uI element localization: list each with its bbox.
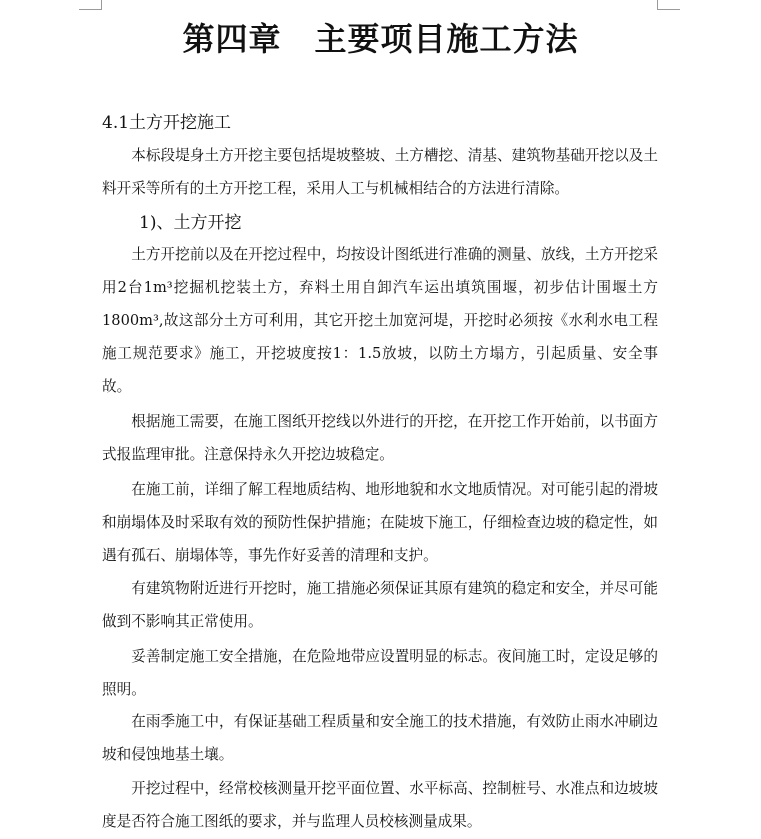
paragraph-rainy-season: 在雨季施工中，有保证基础工程质量和安全施工的技术措施，有效防止雨水冲刷边坡和侵蚀地基土壤。 xyxy=(102,713,658,763)
section-heading: 4.1土方开挖施工 xyxy=(102,113,232,133)
paragraph-excavation-method: 土方开挖前以及在开挖过程中，均按设计图纸进行准确的测量、放线，土方开挖采用2台1m³挖掘机挖装土方，弃料土用自卸汽车运出填筑围堰，初步估计围堰土方1800m³,故这部分土方可利用，其它开挖土加宽河堤，开挖时必须按《水利水电工程施工规范要求》施工，开挖坡度按1：1.5放坡，以防土方塌方，引起质量、安全事故。 xyxy=(102,246,658,395)
paragraph-nearby-buildings: 有建筑物附近进行开挖时，施工措施必须保证其原有建筑的稳定和安全，并尽可能做到不影响其正常使用。 xyxy=(102,580,658,630)
paragraph-survey-check: 开挖过程中，经常校核测量开挖平面位置、水平标高、控制桩号、水准点和边坡坡度是否符合施工图纸的要求，并与监理人员校核测量成果。 xyxy=(102,780,658,830)
crop-mark-left xyxy=(101,0,102,10)
sub-heading-excavation: 1)、土方开挖 xyxy=(139,213,242,233)
paragraph-scope: 本标段堤身土方开挖主要包括堤坡整坡、土方槽挖、清基、建筑物基础开挖以及土料开采等所有的土方开挖工程，采用人工与机械相结合的方法进行清除。 xyxy=(102,147,658,197)
paragraph-geology: 在施工前，详细了解工程地质结构、地形地貌和水文地质情况。对可能引起的滑坡和崩塌体及时采取有效的预防性保护措施；在陡坡下施工，仔细检查边坡的稳定性，如遇有孤石、崩塌体等，事先作好妥善的清理和支护。 xyxy=(102,481,658,564)
crop-mark-left-horizontal xyxy=(79,9,101,10)
crop-mark-right-horizontal xyxy=(658,9,680,10)
chapter-title: 第四章 主要项目施工方法 xyxy=(182,20,579,58)
paragraph-safety: 妥善制定施工安全措施，在危险地带应设置明显的标志。夜间施工时，定设足够的照明。 xyxy=(102,648,658,698)
paragraph-approval: 根据施工需要，在施工图纸开挖线以外进行的开挖，在开挖工作开始前，以书面方式报监理审批。注意保持永久开挖边坡稳定。 xyxy=(102,413,658,463)
